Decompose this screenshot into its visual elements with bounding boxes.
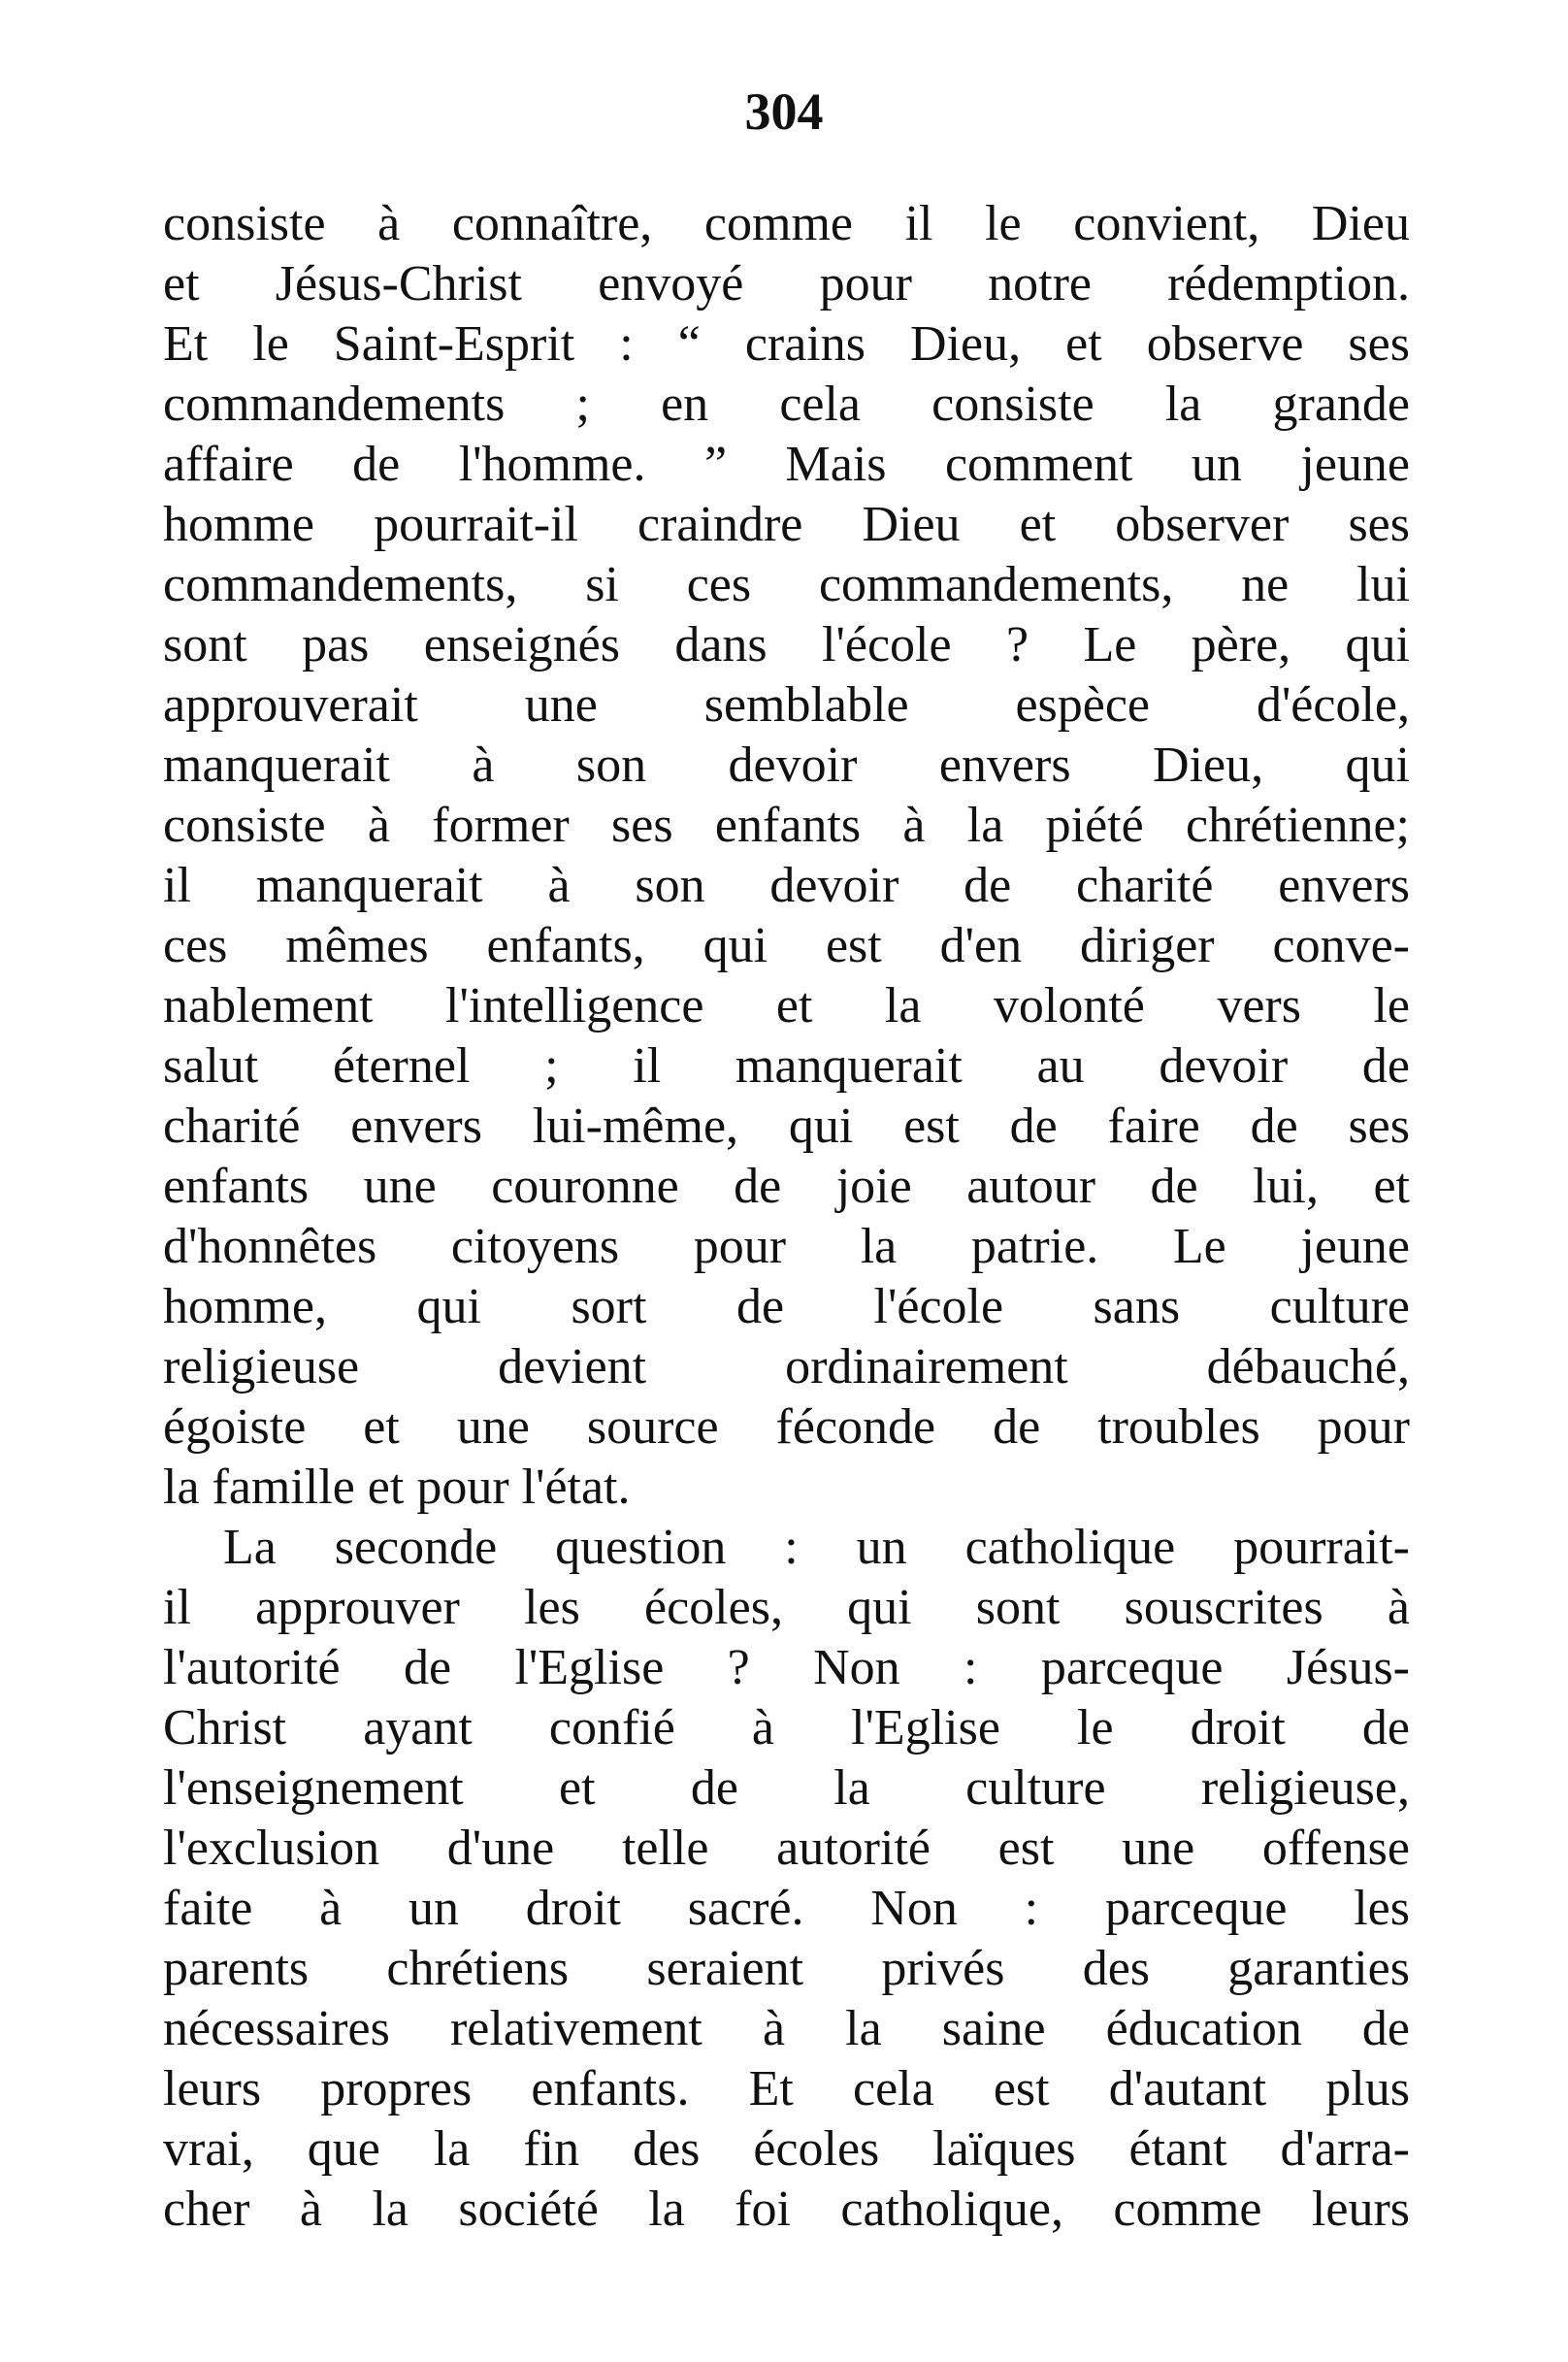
body-text: [163, 194, 1410, 2240]
text-line: La seconde question : un catholique pourrait-: [223, 1520, 1410, 1575]
text-line: vrai, que la fin des écoles laïques étant d'arra-: [163, 2121, 1410, 2177]
text-line: l'exclusion d'une telle autorité est une offense: [163, 1821, 1410, 1876]
text-line: salut éternel ; il manquerait au devoir de: [163, 1038, 1410, 1094]
text-line: enfants une couronne de joie autour de lui, et: [163, 1159, 1410, 1214]
text-line: approuverait une semblable espèce d'école,: [163, 677, 1410, 733]
text-line: il manquerait à son devoir de charité envers: [163, 858, 1410, 913]
text-line: nablement l'intelligence et la volonté vers le: [163, 978, 1410, 1033]
text-line: Et le Saint-Esprit : “ crains Dieu, et observe ses: [163, 316, 1410, 372]
text-line: nécessaires relativement à la saine éducation de: [163, 2001, 1410, 2056]
text-line: homme pourrait-il craindre Dieu et observer ses: [163, 497, 1410, 552]
text-line: religieuse devient ordinairement débauché,: [163, 1339, 1410, 1394]
text-line: manquerait à son devoir envers Dieu, qui: [163, 738, 1410, 793]
page-number: 304: [744, 82, 824, 141]
text-line: l'autorité de l'Eglise ? Non : parceque Jésus-: [163, 1640, 1410, 1695]
text-line: parents chrétiens seraient privés des garanties: [163, 1941, 1410, 1996]
text-line: et Jésus-Christ envoyé pour notre rédemption.: [163, 256, 1410, 312]
text-line: faite à un droit sacré. Non : parceque les: [163, 1881, 1410, 1936]
text-line: d'honnêtes citoyens pour la patrie. Le jeune: [163, 1219, 1410, 1274]
text-line: consiste à former ses enfants à la piété chrétienne;: [163, 798, 1410, 853]
text-line: l'enseignement et de la culture religieuse,: [163, 1760, 1410, 1816]
text-line: ces mêmes enfants, qui est d'en diriger conve-: [163, 918, 1410, 973]
text-line: égoiste et une source féconde de troubles pour: [163, 1399, 1410, 1455]
text-line: commandements ; en cela consiste la grande: [163, 377, 1410, 432]
text-line: consiste à connaître, comme il le convient, Dieu: [163, 196, 1410, 251]
text-line: commandements, si ces commandements, ne lui: [163, 557, 1410, 612]
text-line: homme, qui sort de l'école sans culture: [163, 1279, 1410, 1334]
text-line: il approuver les écoles, qui sont souscrites à: [163, 1580, 1410, 1635]
text-line: la famille et pour l'état.: [163, 1460, 631, 1515]
text-line: sont pas enseignés dans l'école ? Le père, qui: [163, 617, 1410, 673]
text-line: Christ ayant confié à l'Eglise le droit de: [163, 1700, 1410, 1755]
text-line: affaire de l'homme. ” Mais comment un jeune: [163, 437, 1410, 492]
text-line: cher à la société la foi catholique, comme leurs: [163, 2182, 1410, 2237]
text-line: charité envers lui-même, qui est de faire de ses: [163, 1099, 1410, 1154]
text-line: leurs propres enfants. Et cela est d'autant plus: [163, 2061, 1410, 2116]
